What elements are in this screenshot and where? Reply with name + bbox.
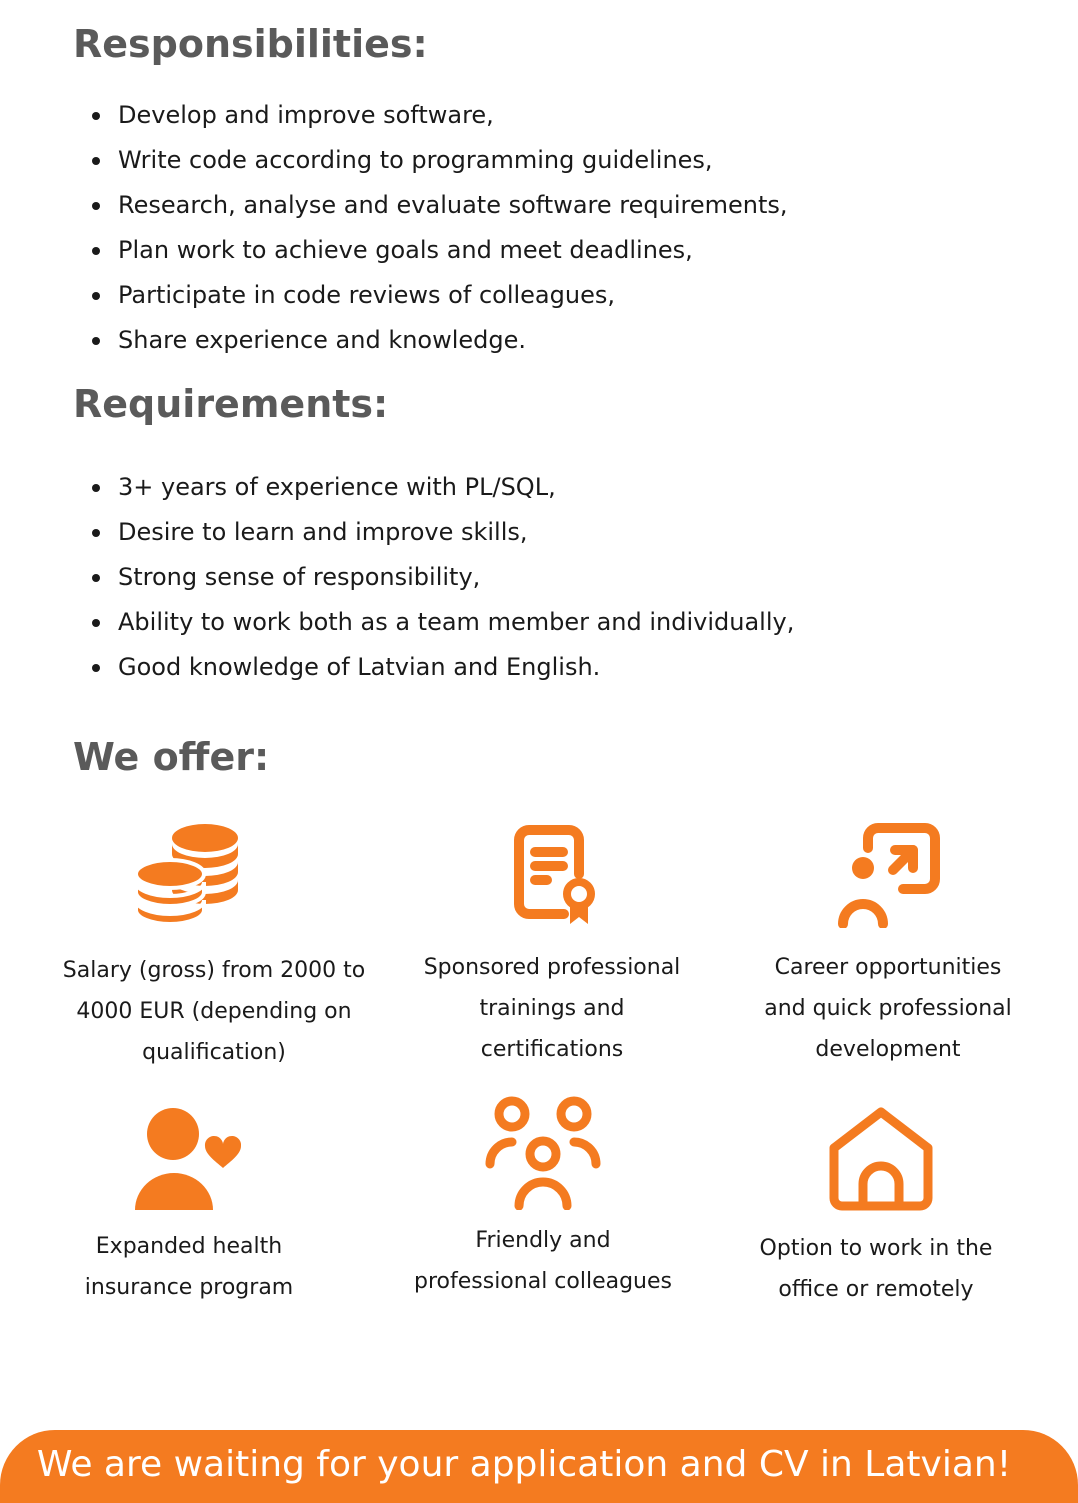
responsibilities-list [90, 93, 788, 363]
coins-icon [134, 822, 244, 928]
offer-caption-line: certifications [480, 1037, 624, 1062]
offer-caption-line: trainings and [479, 996, 625, 1021]
offer-health [24, 1106, 354, 1308]
offer-salary [49, 822, 379, 1073]
certificate-icon [507, 822, 597, 928]
list-item: Strong sense of responsibility, [90, 555, 794, 600]
list-item: Develop and improve software, [90, 93, 788, 138]
offer-caption-line: Friendly and [475, 1228, 611, 1253]
list-item: Share experience and knowledge. [90, 318, 788, 363]
person-heart-icon [135, 1106, 241, 1210]
team-icon [485, 1096, 601, 1210]
requirements-heading: Requirements: [73, 382, 389, 426]
offer-caption-line: qualification) [142, 1040, 286, 1065]
list-item: 3+ years of experience with PL/SQL, [90, 465, 794, 510]
offer-caption-line: Option to work in the [759, 1236, 993, 1261]
list-item: Ability to work both as a team member and individually, [90, 600, 794, 645]
offer-caption-line: Career opportunities [774, 955, 1002, 980]
offer-caption-line: and quick professional [764, 996, 1012, 1021]
offer-remote [711, 1106, 1041, 1310]
offer-heading: We offer: [73, 735, 270, 779]
list-item: Good knowledge of Latvian and English. [90, 645, 794, 690]
responsibilities-heading: Responsibilities: [73, 22, 428, 66]
offer-caption-line: Expanded health [95, 1234, 283, 1259]
career-growth-icon [833, 822, 943, 928]
offer-colleagues [378, 1096, 708, 1302]
list-item: Plan work to achieve goals and meet deadlines, [90, 228, 788, 273]
offer-caption-line: insurance program [84, 1275, 294, 1300]
offer-caption-line: Salary (gross) from 2000 to [62, 958, 366, 983]
home-icon [828, 1106, 934, 1212]
offer-trainings [387, 822, 717, 1070]
offer-career [723, 822, 1053, 1070]
list-item: Participate in code reviews of colleagues, [90, 273, 788, 318]
offer-caption-line: professional colleagues [414, 1269, 672, 1294]
list-item: Write code according to programming guidelines, [90, 138, 788, 183]
offer-caption-line: development [815, 1037, 961, 1062]
offer-caption-line: 4000 EUR (depending on [76, 999, 352, 1024]
offer-caption-line: office or remotely [778, 1277, 974, 1302]
list-item: Desire to learn and improve skills, [90, 510, 794, 555]
offer-caption-line: Sponsored professional [423, 955, 681, 980]
application-banner: We are waiting for your application and CV in Latvian! [0, 1430, 1078, 1503]
requirements-list [90, 465, 794, 690]
list-item: Research, analyse and evaluate software requirements, [90, 183, 788, 228]
